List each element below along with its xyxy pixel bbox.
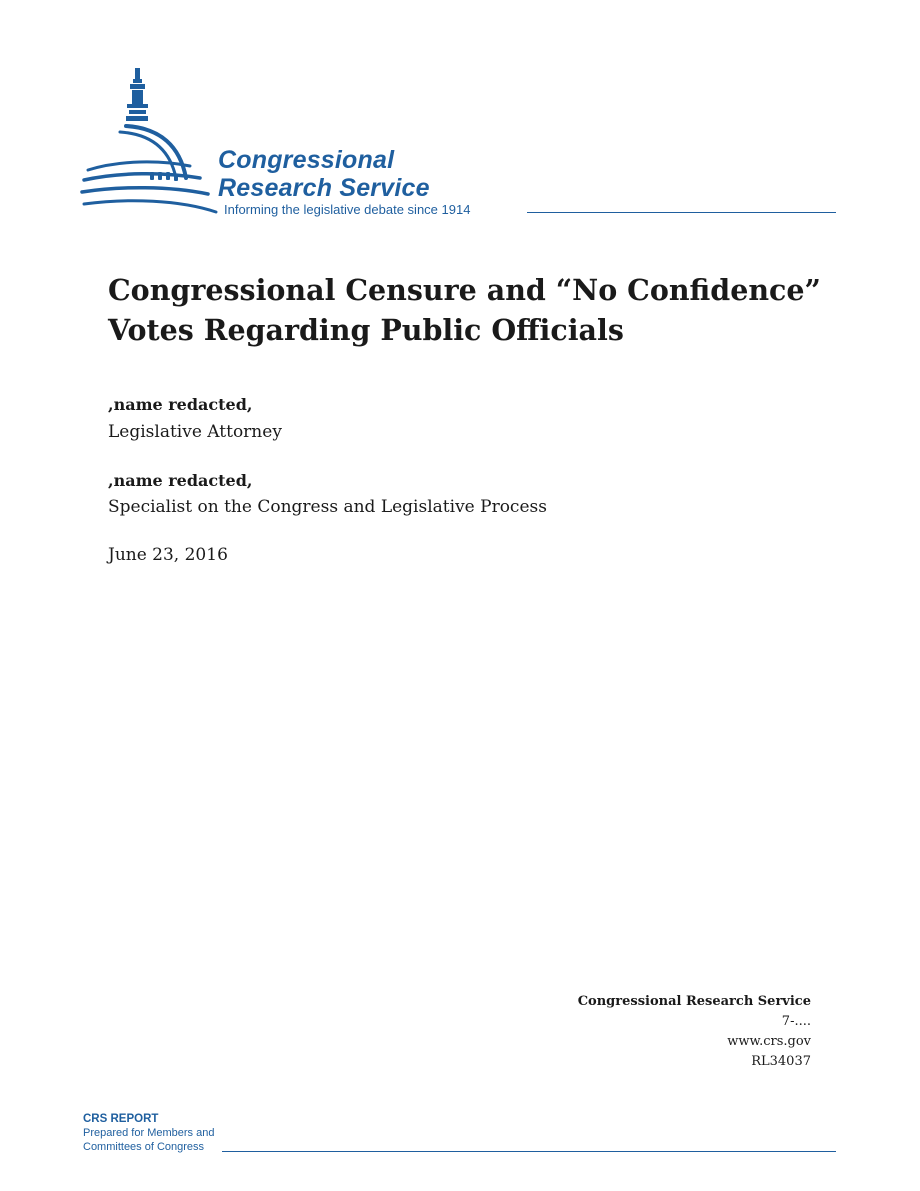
author-name-2: ,name redacted, <box>108 471 253 490</box>
logo-name-line1: Congressional <box>218 146 395 174</box>
logo-divider <box>527 212 836 213</box>
footer-line2: Committees of Congress <box>83 1141 205 1153</box>
author-role-1: Legislative Attorney <box>108 422 282 442</box>
info-url[interactable]: www.crs.gov <box>727 1034 811 1049</box>
info-phone: 7-.... <box>781 1014 811 1029</box>
info-org: Congressional Research Service <box>577 994 811 1009</box>
footer-line1: Prepared for Members and <box>83 1127 215 1139</box>
author-role-2: Specialist on the Congress and Legislative Process <box>108 497 547 517</box>
report-date: June 23, 2016 <box>108 545 228 565</box>
capitol-dome-icon <box>80 66 220 216</box>
logo-wordmark <box>218 146 430 202</box>
footer-heading: CRS REPORT <box>83 1113 159 1125</box>
report-number: RL34037 <box>751 1054 811 1069</box>
footer <box>83 1112 214 1154</box>
logo-name-line2: Research Service <box>218 174 430 202</box>
author-name-1: ,name redacted, <box>108 395 253 414</box>
report-info-block <box>578 992 811 1072</box>
footer-divider <box>222 1151 836 1152</box>
page-title: Congressional Censure and “No Confidence” Votes Regarding Public Officials <box>108 273 821 347</box>
logo-tagline: Informing the legislative debate since 1914 <box>224 202 471 217</box>
